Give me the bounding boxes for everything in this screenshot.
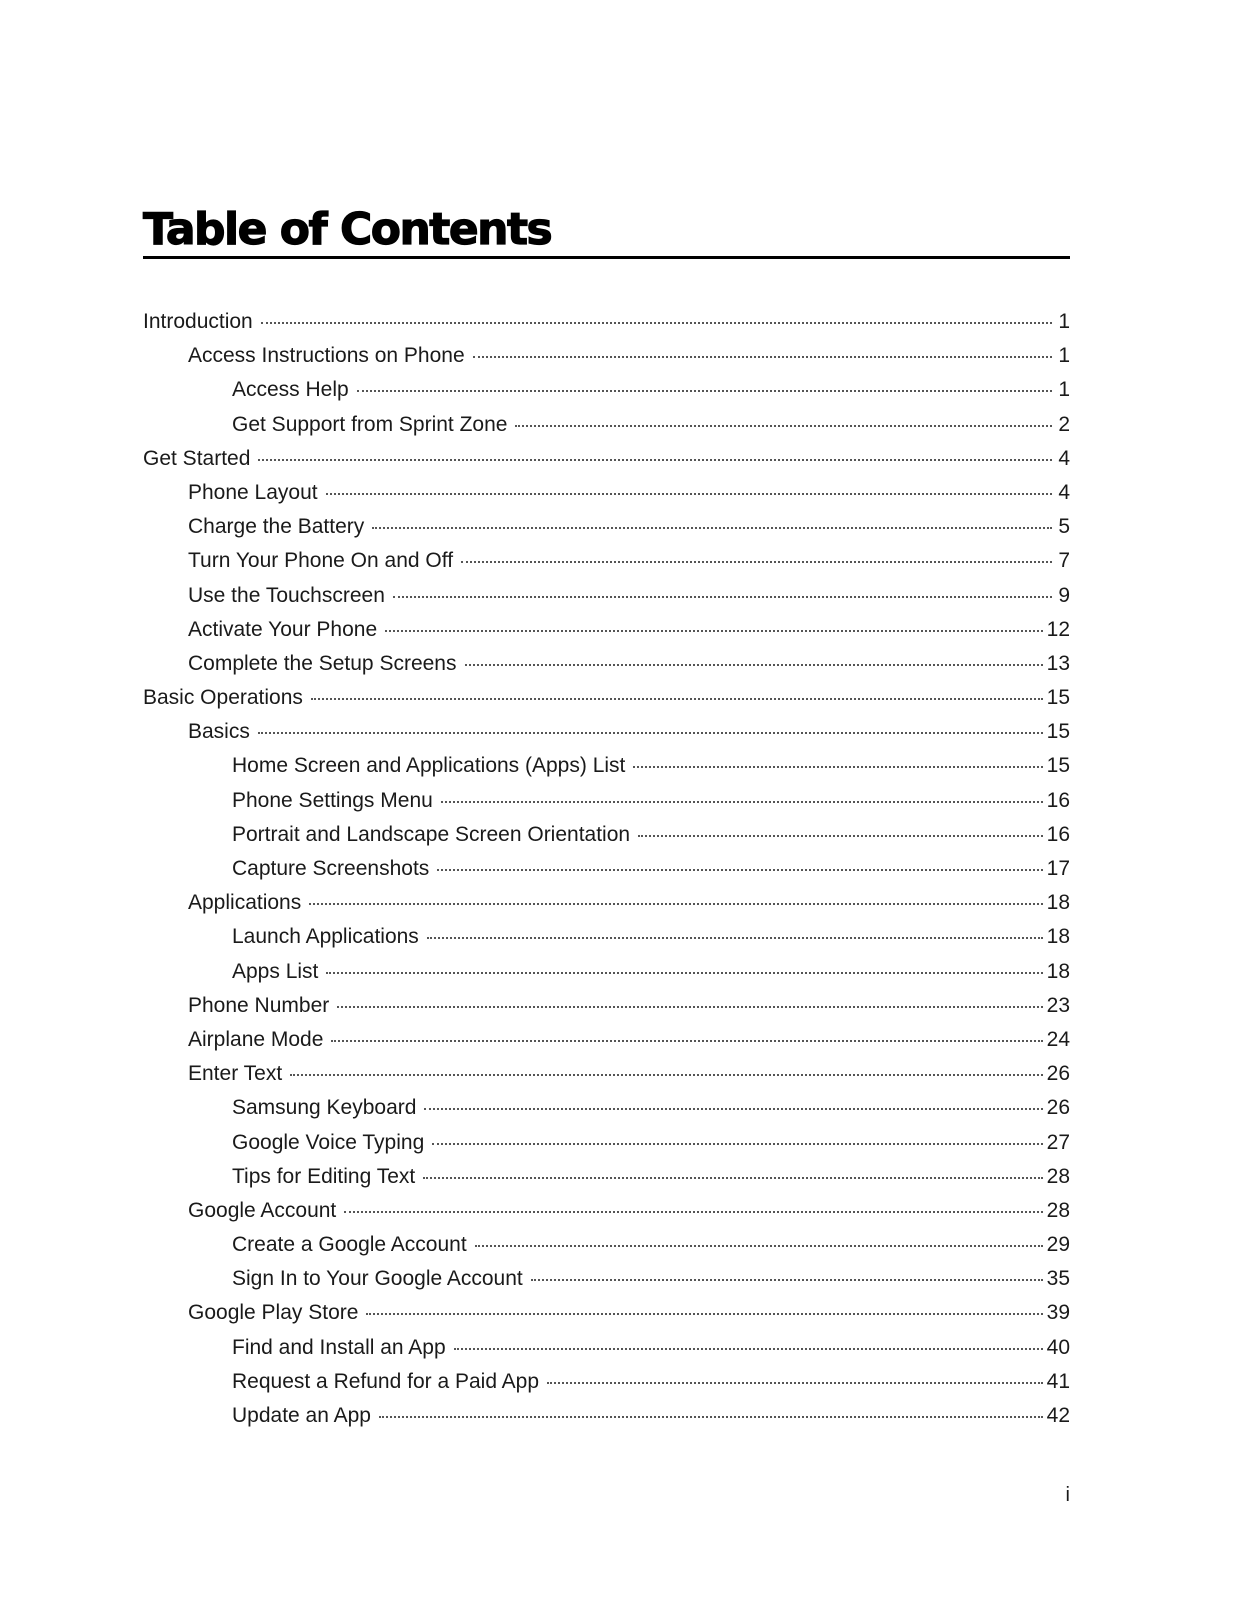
- toc-entry-label: Capture Screenshots: [232, 857, 430, 880]
- toc-entry-page: 23: [1046, 993, 1070, 1017]
- toc-entry-page: 24: [1046, 1027, 1070, 1051]
- toc-entry-label: Tips for Editing Text: [232, 1164, 416, 1188]
- toc-entry[interactable]: [143, 715, 1070, 749]
- toc-entry[interactable]: [143, 681, 1070, 715]
- toc-entry[interactable]: [143, 613, 1070, 647]
- toc-entry[interactable]: [143, 1228, 1070, 1262]
- toc-entry-page: 35: [1046, 1267, 1070, 1291]
- toc-entry[interactable]: [143, 1331, 1070, 1365]
- dot-leader: [424, 1108, 1042, 1110]
- toc-entry[interactable]: [143, 1057, 1070, 1091]
- toc-entry[interactable]: [143, 955, 1070, 989]
- toc-entry-label: Complete the Setup Screens: [188, 651, 457, 675]
- toc-entry-label: Phone Layout: [188, 480, 318, 504]
- dot-leader: [326, 972, 1042, 974]
- toc-entry-page: 29: [1046, 1233, 1070, 1257]
- toc-entry-page: 18: [1046, 925, 1070, 949]
- toc-entry-page: 18: [1046, 891, 1070, 915]
- toc-entry-label: Create a Google Account: [232, 1233, 467, 1257]
- dot-leader: [473, 356, 1052, 358]
- toc-entry[interactable]: [143, 852, 1070, 886]
- toc-entry-label: Update an App: [232, 1404, 371, 1427]
- toc-entry-label: Basic Operations: [143, 686, 303, 710]
- toc-entry-label: Get Started: [143, 446, 251, 470]
- toc-entry-page: 1: [1058, 310, 1070, 333]
- toc-entry-label: Google Play Store: [188, 1301, 359, 1325]
- toc-entry[interactable]: [143, 1262, 1070, 1296]
- toc-entry-page: 41: [1046, 1369, 1070, 1393]
- dot-leader: [423, 1177, 1042, 1179]
- dot-leader: [258, 732, 1043, 734]
- dot-leader: [366, 1313, 1042, 1315]
- dot-leader: [357, 390, 1052, 392]
- toc-entry-page: 28: [1046, 1198, 1070, 1222]
- toc-entry-page: 18: [1046, 959, 1070, 983]
- page-title: Table of Contents: [143, 204, 552, 255]
- toc-entry-label: Basics: [188, 720, 250, 744]
- toc-entry[interactable]: [143, 1365, 1070, 1399]
- toc-entry-page: 16: [1046, 788, 1070, 812]
- toc-entry[interactable]: [143, 373, 1070, 407]
- dot-leader: [427, 937, 1043, 939]
- toc-entry-page: 12: [1046, 617, 1070, 641]
- dot-leader: [465, 664, 1043, 666]
- toc-entry-page: 1: [1058, 344, 1070, 368]
- toc-entry-label: Get Support from Sprint Zone: [232, 412, 508, 436]
- dot-leader: [290, 1074, 1042, 1076]
- dot-leader: [638, 835, 1043, 837]
- toc-entry-page: 7: [1058, 549, 1070, 573]
- dot-leader: [393, 596, 1052, 598]
- toc-entry[interactable]: [143, 305, 1070, 339]
- toc-entry[interactable]: [143, 1126, 1070, 1160]
- dot-leader: [372, 527, 1052, 529]
- toc-entry-label: Phone Settings Menu: [232, 788, 433, 812]
- toc-entry-label: Portrait and Landscape Screen Orientation: [232, 822, 631, 846]
- toc-entry-label: Introduction: [143, 310, 253, 333]
- toc-entry[interactable]: [143, 1296, 1070, 1330]
- dot-leader: [441, 801, 1043, 803]
- toc-entry[interactable]: [143, 1160, 1070, 1194]
- toc-entry-label: Activate Your Phone: [188, 617, 378, 641]
- toc-entry-label: Google Account: [188, 1198, 337, 1222]
- toc-entry-page: 26: [1046, 1096, 1070, 1120]
- toc-entry-page: 28: [1046, 1164, 1070, 1188]
- dot-leader: [331, 1040, 1042, 1042]
- toc-entry-page: 40: [1046, 1335, 1070, 1359]
- toc-entry-label: Phone Number: [188, 993, 330, 1017]
- toc-entry-label: Find and Install an App: [232, 1335, 446, 1359]
- toc-entry-page: 15: [1046, 686, 1070, 710]
- toc-entry[interactable]: [143, 544, 1070, 578]
- toc-entry-label: Launch Applications: [232, 925, 419, 949]
- toc-entry-page: 9: [1058, 583, 1070, 607]
- title-rule: [143, 256, 1070, 259]
- toc-entry-label: Charge the Battery: [188, 515, 365, 539]
- dot-leader: [344, 1211, 1042, 1213]
- toc-entry-label: Sign In to Your Google Account: [232, 1267, 523, 1291]
- toc-entry-label: Apps List: [232, 959, 319, 983]
- toc-entry[interactable]: [143, 989, 1070, 1023]
- toc-entry-label: Google Voice Typing: [232, 1130, 425, 1154]
- toc-entry[interactable]: [143, 784, 1070, 818]
- toc-entry-page: 4: [1058, 446, 1070, 470]
- toc-entry[interactable]: [143, 647, 1070, 681]
- toc-entry[interactable]: [143, 818, 1070, 852]
- toc-entry[interactable]: [143, 408, 1070, 442]
- toc-entry[interactable]: [143, 579, 1070, 613]
- toc-entry-page: 39: [1046, 1301, 1070, 1325]
- toc-entry-label: Applications: [188, 891, 302, 915]
- toc-entry-label: Access Instructions on Phone: [188, 344, 465, 368]
- toc-entry[interactable]: [143, 886, 1070, 920]
- dot-leader: [633, 766, 1042, 768]
- toc-entry-page: 27: [1046, 1130, 1070, 1154]
- toc-entry-page: 4: [1058, 480, 1070, 504]
- toc-entry-page: 2: [1058, 412, 1070, 436]
- dot-leader: [261, 322, 1052, 324]
- dot-leader: [461, 561, 1052, 563]
- toc-entry-page: 5: [1058, 515, 1070, 539]
- toc-entry-page: 15: [1046, 720, 1070, 744]
- toc-entry-label: Access Help: [232, 378, 349, 402]
- dot-leader: [385, 630, 1042, 632]
- toc-entry-page: 42: [1046, 1404, 1070, 1427]
- toc-entry[interactable]: [143, 476, 1070, 510]
- toc-entry[interactable]: [143, 1194, 1070, 1228]
- dot-leader: [454, 1348, 1043, 1350]
- dot-leader: [379, 1416, 1043, 1418]
- toc-entry-page: 17: [1046, 857, 1070, 880]
- toc-entry[interactable]: [143, 1399, 1070, 1433]
- toc-entry[interactable]: [143, 510, 1070, 544]
- dot-leader: [258, 459, 1052, 461]
- toc-list: [143, 305, 1070, 1433]
- toc-entry-label: Use the Touchscreen: [188, 583, 385, 607]
- toc-entry-label: Turn Your Phone On and Off: [188, 549, 454, 573]
- toc-entry[interactable]: [143, 920, 1070, 954]
- toc-entry[interactable]: [143, 339, 1070, 373]
- toc-entry-page: 15: [1046, 754, 1070, 778]
- toc-entry[interactable]: [143, 442, 1070, 476]
- toc-entry-page: 16: [1046, 822, 1070, 846]
- dot-leader: [515, 425, 1052, 427]
- toc-entry-label: Enter Text: [188, 1062, 283, 1086]
- dot-leader: [337, 1006, 1042, 1008]
- toc-entry-page: 26: [1046, 1062, 1070, 1086]
- dot-leader: [311, 698, 1043, 700]
- dot-leader: [326, 493, 1052, 495]
- toc-entry-page: 13: [1046, 651, 1070, 675]
- toc-entry-page: 1: [1058, 378, 1070, 402]
- dot-leader: [309, 903, 1042, 905]
- toc-entry[interactable]: [143, 1023, 1070, 1057]
- dot-leader: [531, 1279, 1043, 1281]
- dot-leader: [437, 869, 1042, 871]
- toc-entry-label: Samsung Keyboard: [232, 1096, 417, 1120]
- dot-leader: [432, 1143, 1042, 1145]
- page-number: i: [1065, 1484, 1070, 1506]
- toc-entry-label: Home Screen and Applications (Apps) List: [232, 754, 626, 778]
- toc-entry[interactable]: [143, 749, 1070, 783]
- toc-entry-label: Request a Refund for a Paid App: [232, 1369, 540, 1393]
- dot-leader: [475, 1245, 1043, 1247]
- toc-entry[interactable]: [143, 1091, 1070, 1125]
- dot-leader: [547, 1382, 1043, 1384]
- toc-entry-label: Airplane Mode: [188, 1027, 324, 1051]
